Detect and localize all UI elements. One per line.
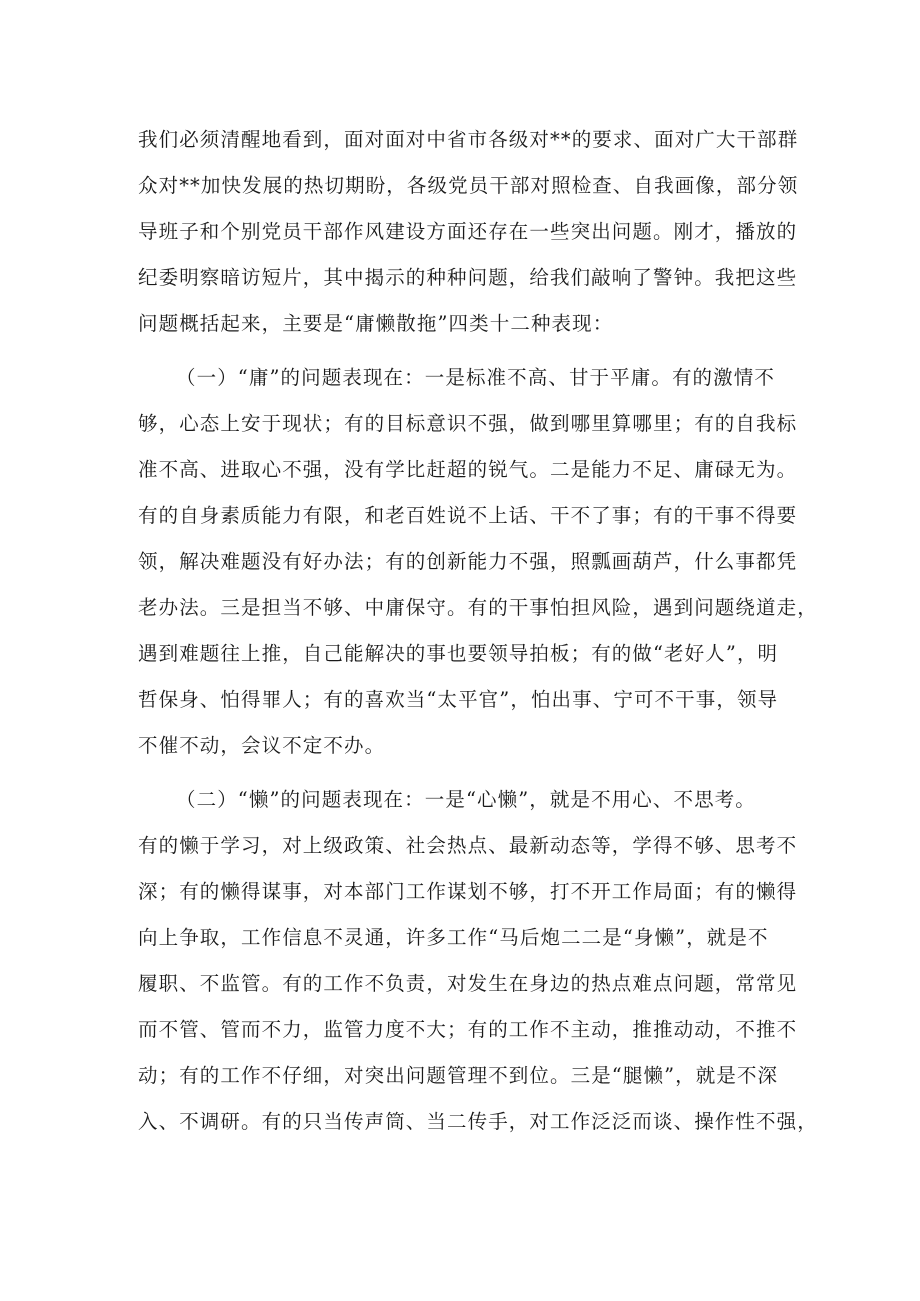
paragraph-line: 众对**加快发展的热切期盼，各级党员干部对照检查、自我画像，部分领 [138,174,799,197]
paragraph-line: 够，心态上安于现状；有的目标意识不强，做到哪里算哪里；有的自我标 [138,412,798,435]
paragraph-line: （二）“懒”的问题表现在：一是“心懒”，就是不用心、不思考。 [176,788,756,811]
paragraph-line: 入、不调研。有的只当传声筒、当二传手，对工作泛泛而谈、操作性不强， [138,1110,818,1133]
paragraph-line: 深；有的懒得谋事，对本部门工作谋划不够，打不开工作局面；有的懒得 [138,880,798,903]
paragraph-line: 动；有的工作不仔细，对突出问题管理不到位。三是“腿懒”，就是不深 [138,1064,779,1087]
paragraph-line: 导班子和个别党员干部作风建设方面还存在一些突出问题。刚才，播放的 [138,220,798,243]
paragraph-line: 老办法。三是担当不够、中庸保守。有的干事怕担风险，遇到问题绕道走， [138,596,818,619]
paragraph-line: 向上争取，工作信息不灵通，许多工作“马后炮二二是“身懒”，就是不 [138,926,769,949]
paragraph-line: 遇到难题往上推，自己能解决的事也要领导拍板；有的做“老好人”，明 [138,642,779,665]
paragraph-line: 不催不动，会议不定不办。 [138,734,386,757]
paragraph-line: 哲保身、怕得罪人；有的喜欢当“太平官”，怕出事、宁可不干事，领导 [138,688,779,711]
paragraph-line: 问题概括起来，主要是“庸懒散拖”四类十二种表现： [138,312,614,335]
paragraph-line: 而不管、管而不力，监管力度不大；有的工作不主动，推推动动，不推不 [138,1018,798,1041]
paragraph-line: （一）“庸”的问题表现在：一是标准不高、甘于平庸。有的激情不 [176,366,775,389]
paragraph-line: 履职、不监管。有的工作不负责，对发生在身边的热点难点问题，常常见 [138,972,798,995]
paragraph-line: 领，解决难题没有好办法；有的创新能力不强，照瓢画葫芦，什么事都凭 [138,550,798,573]
paragraph-line: 准不高、进取心不强，没有学比赶超的锐气。二是能力不足、庸碌无为。 [138,458,798,481]
paragraph-line: 纪委明察暗访短片，其中揭示的种种问题，给我们敲响了警钟。我把这些 [138,266,798,289]
paragraph-line: 我们必须清醒地看到，面对面对中省市各级对**的要求、面对广大干部群 [138,128,799,151]
paragraph-line: 有的自身素质能力有限，和老百姓说不上话、干不了事；有的干事不得要 [138,504,798,527]
paragraph-line: 有的懒于学习，对上级政策、社会热点、最新动态等，学得不够、思考不 [138,834,798,857]
